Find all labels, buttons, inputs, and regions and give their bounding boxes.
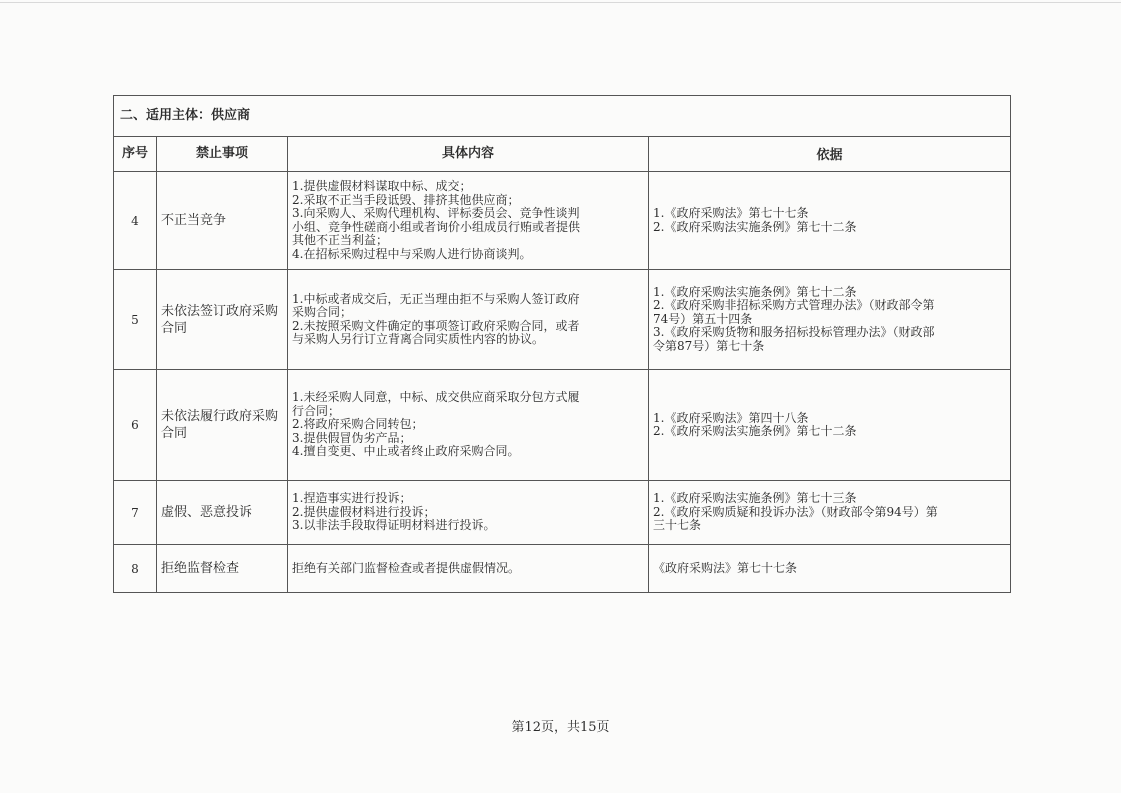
text-line: 采购合同； [292, 305, 353, 319]
row-content [288, 370, 649, 481]
section-title: 二、适用主体：供应商 [114, 96, 1011, 137]
row-basis [649, 370, 1011, 481]
table-row [114, 270, 1011, 370]
row-basis [649, 270, 1011, 370]
text-line: 2.采取不正当手段诋毁、排挤其他供应商； [292, 192, 520, 207]
text-line: 1.提供虚假材料谋取中标、成交； [292, 179, 472, 193]
row-content [288, 545, 649, 593]
text-line: 4.擅自变更、中止或者终止政府采购合同。 [292, 444, 520, 459]
text-line: 3.提供假冒伪劣产品； [292, 430, 412, 445]
row-content [288, 172, 649, 270]
text-line: 2.《政府采购非招标采购方式管理办法》（财政部令第 [653, 298, 935, 313]
row-item: 拒绝监督检查 [157, 545, 288, 593]
text-line: 1.《政府采购法》第七十七条 [653, 206, 809, 220]
header-no: 序号 [114, 137, 157, 172]
text-line: 2.《政府采购质疑和投诉办法》（财政部令第94号）第 [653, 504, 938, 519]
row-item: 虚假、恶意投诉 [157, 481, 288, 545]
row-no: 8 [114, 545, 157, 593]
table-header-row [114, 137, 1011, 172]
text-line: 3.《政府采购货物和服务招标投标管理办法》（财政部 [653, 325, 935, 340]
text-line: 3.以非法手段取得证明材料进行投诉。 [292, 518, 496, 533]
text-line: 行合同； [292, 403, 341, 418]
text-line: 2.提供虚假材料进行投诉； [292, 504, 436, 519]
text-line: 3.向采购人、采购代理机构、评标委员会、竞争性谈判 [292, 206, 580, 220]
text-line: 2.《政府采购法实施条例》第七十二条 [653, 424, 857, 438]
row-item: 不正当竞争 [157, 172, 288, 270]
row-no: 6 [114, 370, 157, 481]
text-line: 2.《政府采购法实施条例》第七十二条 [653, 219, 857, 234]
prohibited-items-table [113, 95, 1011, 593]
text-line: 2.未按照采购文件确定的事项签订政府采购合同，或者 [292, 318, 580, 333]
row-basis [649, 172, 1011, 270]
row-basis [649, 481, 1011, 545]
text-line: 三十七条 [653, 518, 702, 533]
header-item: 禁止事项 [157, 137, 288, 172]
header-content: 具体内容 [288, 137, 649, 172]
text-line: 74号）第五十四条 [653, 311, 753, 326]
text-line: 令第87号）第七十条 [653, 338, 765, 353]
row-no: 7 [114, 481, 157, 545]
text-line: 4.在招标采购过程中与采购人进行协商谈判。 [292, 246, 532, 261]
scan-edge-line [0, 2, 1121, 3]
row-content [288, 270, 649, 370]
text-line: 小组、竞争性磋商小组或者询价小组成员行贿或者提供 [292, 219, 581, 234]
table-row [114, 481, 1011, 545]
text-line: 其他不正当利益； [292, 233, 389, 247]
text-line: 拒绝有关部门监督检查或者提供虚假情况。 [292, 560, 521, 575]
text-line: 与采购人另行订立背离合同实质性内容的协议。 [292, 332, 545, 346]
row-no: 4 [114, 172, 157, 270]
header-basis: 依据 [649, 137, 1011, 172]
table-row [114, 370, 1011, 481]
text-line: 《政府采购法》第七十七条 [653, 560, 798, 575]
row-no: 5 [114, 270, 157, 370]
row-basis [649, 545, 1011, 593]
row-item: 未依法履行政府采购合同 [157, 370, 288, 481]
text-line: 1.未经采购人同意，中标、成交供应商采取分包方式履 [292, 390, 580, 405]
text-line: 1.《政府采购法实施条例》第七十三条 [653, 491, 857, 506]
text-line: 2.将政府采购合同转包； [292, 417, 424, 432]
text-line: 1.《政府采购法实施条例》第七十二条 [653, 284, 857, 299]
row-content [288, 481, 649, 545]
page-number: 第12页，共15页 [511, 720, 610, 735]
table-row [114, 545, 1011, 593]
row-item: 未依法签订政府采购合同 [157, 270, 288, 370]
text-line: 1.中标或者成交后，无正当理由拒不与采购人签订政府 [292, 291, 580, 306]
text-line: 1.捏造事实进行投诉； [292, 491, 412, 506]
text-line: 1.《政府采购法》第四十八条 [653, 410, 809, 425]
table-row [114, 172, 1011, 270]
